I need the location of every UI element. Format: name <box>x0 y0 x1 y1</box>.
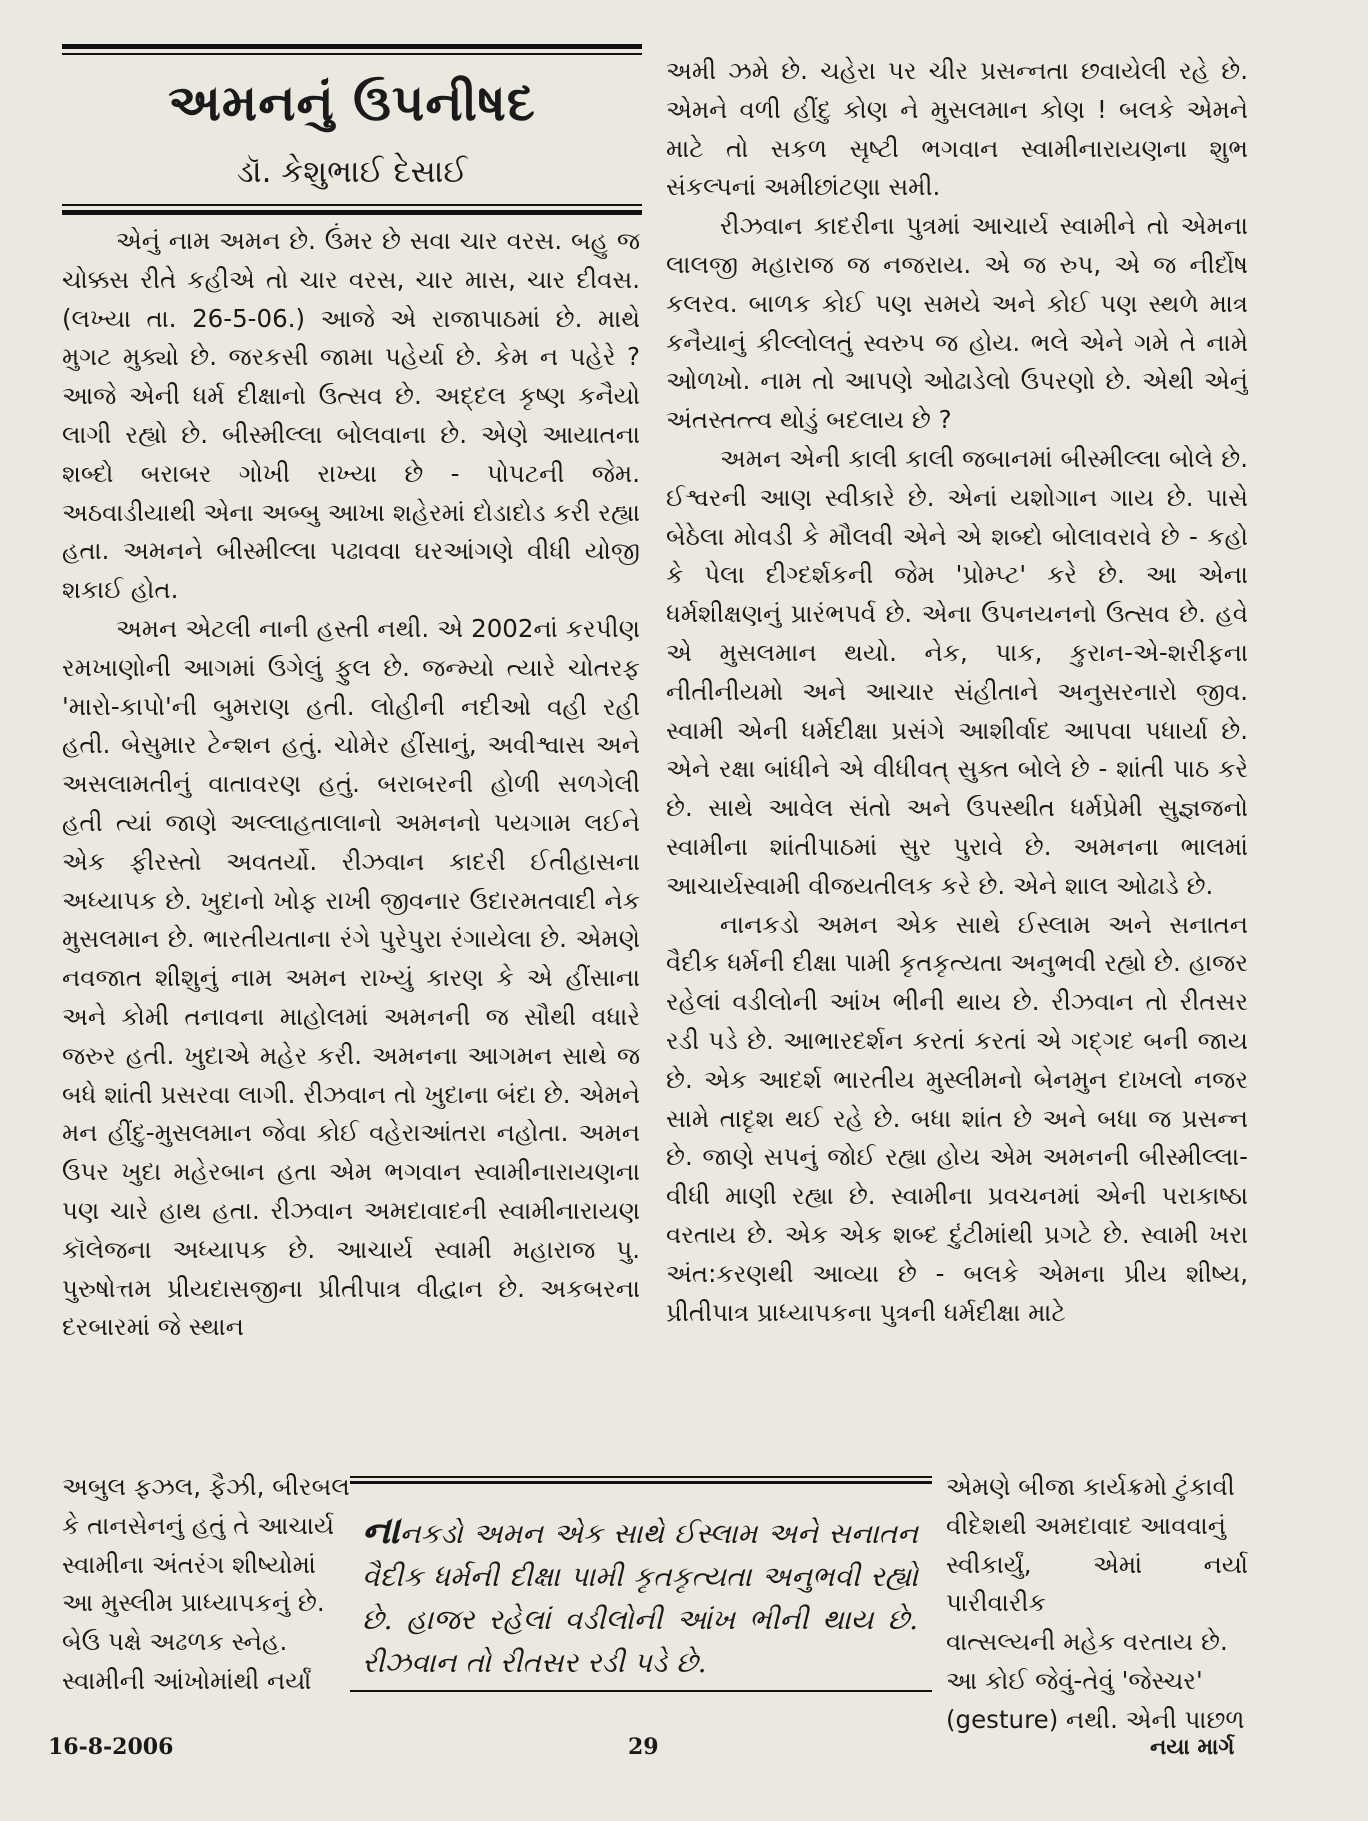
paragraph: રીઝવાન કાદરીના પુત્રમાં આચાર્ય સ્વામીને તો એમના લાલજી મહારાજ જ નજરાય. એ જ રુપ, એ જ નીર્દોષ કલરવ. બાળક કોઈ પણ સમયે અને કોઈ પણ સ્થળે માત્ર કનૈયાનું કીલ્લોલતું સ્વરુપ જ હોય. ભલે એને ગમે તે નામે ઓળખો. નામ તો આપણે ઓઢાડેલો ઉપરણો છે. એથી એનું અંતસ્તત્ત્વ થોડું બદલાય છે ? <box>666 211 1248 435</box>
text-line: (gesture) નથી. એની પાછળ <box>946 1704 1245 1734</box>
text-line: વાત્સલ્યની મહેક વરતાય છે. <box>946 1627 1228 1657</box>
right-column <box>666 52 1248 1482</box>
paragraph: અમન એટલી નાની હસ્તી નથી. એ 2002નાં કરપીણ રમખાણોની આગમાં ઉગેલું ફુલ છે. જન્મ્યો ત્યારે ચોતરફ 'મારો-કાપો'ની બુમરાણ હતી. લોહીની નદીઓ વહી રહી હતી. બેસુમાર ટેન્શન હતું. ચોમેર હીંસાનું, અવીશ્વાસ અને અસલામતીનું વાતાવરણ હતું. બરાબરની હોળી સળગેલી હતી ત્યાં જાણે અલ્લાહતાલાનો અમનનો પયગામ લઈને એક ફીરસ્તો અવતર્યો. રીઝવાન કાદરી ઈતીહાસના અધ્યાપક છે. ખુદાનો ખોફ રાખી જીવનાર ઉદારમતવાદી નેક મુસલમાન છે. ભારતીયતાના રંગે પુરેપુરા રંગાયેલા છે. એમણે નવજાત શીશુનું નામ અમન રાખ્યું કારણ કે એ હીંસાના અને કોમી તનાવના માહોલમાં અમનની જ સૌથી વધારે જરુર હતી. ખુદાએ મહેર કરી. અમનના આગમન સાથે જ બધે શાંતી પ્રસરવા લાગી. રીઝવાન તો ખુદાના બંદા છે. એમને મન હીંદુ-મુસલમાન જેવા કોઈ વહેરાઆંતરા નહોતા. અમન ઉપર ખુદા મહેરબાન હતા એમ ભગવાન સ્વામીનારાયણના પણ ચારે હાથ હતા. રીઝવાન અમદાવાદની સ્વામીનારાયણ કૉલેજના અધ્યાપક છે. આચાર્ય સ્વામી મહારાજ પુ. પુરુષોત્તમ પ્રીયદાસજીના પ્રીતીપાત્ર વીદ્વાન છે. અકબરના દરબારમાં જે સ્થાન <box>62 613 640 1342</box>
text-line: વીદેશથી અમદાવાદ આવવાનું <box>946 1510 1226 1540</box>
paragraph: એનું નામ અમન છે. ઉંમર છે સવા ચાર વરસ. બહુ જ ચોક્કસ રીતે કહીએ તો ચાર વરસ, ચાર માસ, ચાર દીવસ. (લખ્યા તા. 26-5-06.) આજે એ રાજાપાઠમાં છે. માથે મુગટ મુક્યો છે. જરકસી જામા પહેર્યા છે. કેમ ન પહેરે ? આજે એની ધર્મ દીક્ષાનો ઉત્સવ છે. અદ્દલ કૃષ્ણ કનૈયો લાગી રહ્યો છે. બીસ્મીલ્લા બોલવાના છે. એણે આયાતના શબ્દો બરાબર ગોખી રાખ્યા છે - પોપટની જેમ. અઠવાડીયાથી એના અબ્બુ આખા શહેરમાં દોડાદોડ કરી રહ્યા હતા. અમનને બીસ્મીલ્લા પઢાવવા ઘરઆંગણે વીધી યોજી શકાઈ હોત. <box>62 226 640 605</box>
pull-quote-dropcap: ના <box>362 1507 400 1552</box>
footer-date: 16-8-2006 <box>48 1734 174 1760</box>
pullquote-bottom-rule <box>350 1690 932 1692</box>
text-line: સ્વીકાર્યું, એમાં નર્યા પારીવારીક <box>946 1549 1248 1618</box>
paragraph: અમી ઝમે છે. ચહેરા પર ચીર પ્રસન્નતા છવાયેલી રહે છે. એમને વળી હીંદુ કોણ ને મુસલમાન કોણ ! બલકે એમને માટે તો સકળ સૃષ્ટી ભગવાન સ્વામીનારાયણના શુભ સંકલ્પનાં અમીછાંટણા સમી. <box>666 56 1248 202</box>
title-top-rule-thin <box>62 53 642 55</box>
right-bottom-column <box>946 1468 1248 1740</box>
paragraph: અમન એની કાલી કાલી જબાનમાં બીસ્મીલ્લા બોલે છે. ઈશ્વરની આણ સ્વીકારે છે. એનાં યશોગાન ગાય છે. પાસે બેઠેલા મોવડી કે મૌલવી એને એ શબ્દો બોલાવરાવે છે - કહો કે પેલા દીગ્દર્શકની જેમ 'પ્રોમ્પ્ટ' કરે છે. આ એના ધર્મશીક્ષણનું પ્રારંભપર્વ છે. એના ઉપનયનનો ઉત્સવ છે. હવે એ મુસલમાન થયો. નેક, પાક, કુરાન-એ-શરીફના નીતીનીયમો અને આચાર સંહીતાને અનુસરનારો જીવ. સ્વામી એની ધર્મદીક્ષા પ્રસંગે આશીર્વાદ આપવા પધાર્યા છે. એને રક્ષા બાંધીને એ વીધીવત્ સુક્ત બોલે છે - શાંતી પાઠ કરે છે. સાથે આવેલ સંતો અને ઉપસ્થીત ધર્મપ્રેમી સુજ્ઞજનો સ્વામીના શાંતીપાઠમાં સુર પુરાવે છે. અમનના ભાલમાં આચાર્યસ્વામી વીજયતીલક કરે છે. એને શાલ ઓઢાડે છે. <box>666 443 1248 900</box>
pull-quote-text: નકડો અમન એક સાથે ઈસ્લામ અને સનાતન વૈદીક ધર્મની દીક્ષા પામી કૃતકૃત્યતા અનુભવી રહ્યો છે. હાજર રહેલાં વડીલોની આંખ ભીની થાય છે. રીઝવાન તો રીતસર રડી પડે છે. <box>362 1517 918 1679</box>
footer-page-number: 29 <box>628 1734 659 1760</box>
text-line: અબુલ ફઝલ, ફૈઝી, બીરબલ <box>62 1472 350 1501</box>
title-top-rule <box>62 44 642 49</box>
title-bottom-rule <box>62 210 642 215</box>
article-title: અમનનું ઉપનીષદ <box>168 74 536 132</box>
text-line: એમણે બીજા કાર્યક્રમો ટુંકાવી <box>946 1472 1235 1501</box>
text-line: સ્વામીના અંતરંગ શીષ્યોમાં <box>62 1549 316 1579</box>
text-line: સ્વામીની આંખોમાંથી નર્યાં <box>62 1665 312 1695</box>
paragraph: નાનકડો અમન એક સાથે ઈસ્લામ અને સનાતન વૈદીક ધર્મની દીક્ષા પામી કૃતકૃત્યતા અનુભવી રહ્યો છે. હાજર રહેલાં વડીલોની આંખ ભીની થાય છે. રીઝવાન તો રીતસર રડી પડે છે. આભારદર્શન કરતાં કરતાં એ ગદ્ગદ બની જાય છે. એક આદર્શ ભારતીય મુસ્લીમનો બેનમુન દાખલો નજર સામે તાદૃશ થઈ રહે છે. બધા શાંત છે અને બધા જ પ્રસન્ન છે. જાણે સપનું જોઈ રહ્યા હોય એમ અમનની બીસ્મીલ્લા-વીધી માણી રહ્યા છે. સ્વામીના પ્રવચનમાં એની પરાકાષ્ઠા વરતાય છે. એક એક શબ્દ દુંટીમાંથી પ્રગટે છે. સ્વામી ખરા અંત:કરણથી આવ્યા છે - બલકે એમના પ્રીય શીષ્ય, પ્રીતીપાત્ર પ્રાધ્યાપકના પુત્રની ધર્મદીક્ષા માટે <box>666 909 1248 1327</box>
pull-quote <box>362 1508 918 1684</box>
pullquote-top-rule-thick <box>350 1481 932 1484</box>
left-bottom-column <box>62 1468 352 1701</box>
text-line: કે તાનસેનનું હતું તે આચાર્ય <box>62 1510 335 1540</box>
text-line: આ કોઈ જેવું-તેવું 'જેસ્ચર' <box>946 1665 1203 1695</box>
title-bottom-rule-thin <box>62 204 642 206</box>
text-line: આ મુસ્લીમ પ્રાધ્યાપકનું છે. <box>62 1588 325 1618</box>
left-column <box>62 222 640 1480</box>
article-author: ડૉ. કેશુભાઈ દેસાઈ <box>236 154 468 190</box>
text-line: બેઉ પક્ષે અઢળક સ્નેહ. <box>62 1627 288 1657</box>
pullquote-top-rule <box>350 1476 932 1478</box>
footer-magazine-name: નયા માર્ગ <box>1150 1734 1235 1760</box>
